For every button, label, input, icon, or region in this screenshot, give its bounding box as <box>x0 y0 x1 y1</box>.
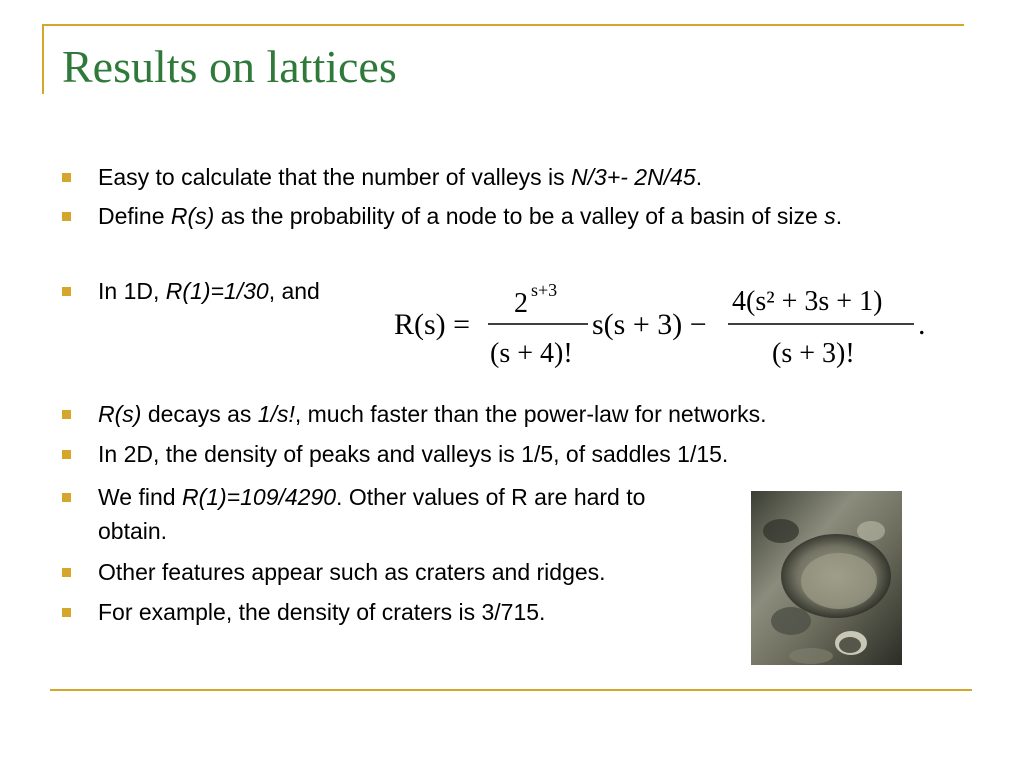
formula-frac2-num: 4(s² + 3s + 1) <box>732 286 883 317</box>
formula-r-of-s <box>392 282 932 372</box>
bullet-math: R(s) <box>98 401 142 427</box>
bullet-text: Other features appear such as craters and ridges. <box>98 559 606 585</box>
bullet-math: N/3+- 2N/45 <box>571 164 696 190</box>
bullet-text: , and <box>268 278 320 304</box>
bullet-text: . Other values of R are hard to obtain. <box>98 484 646 544</box>
bullet-decay <box>98 397 767 431</box>
formula-end: . <box>918 308 926 341</box>
bullet-math: R(1)=1/30 <box>165 278 269 304</box>
bullet-find <box>98 480 718 548</box>
bullet-math: s <box>824 203 836 229</box>
bullet-text: For example, the density of craters is 3/715. <box>98 599 546 625</box>
slide-title: Results on lattices <box>62 41 397 92</box>
bullet-text: as the probability of a node to be a valley of a basin of size <box>214 203 825 229</box>
formula-middle: s(s + 3) − <box>592 308 707 341</box>
formula-frac1-num-base: 2 <box>514 288 528 319</box>
bullet-math: 1/s! <box>257 401 295 427</box>
bullet-valleys <box>98 160 702 194</box>
bullet-craters <box>98 595 545 629</box>
bullet-1d <box>98 274 320 308</box>
bullet-2d <box>98 437 728 471</box>
formula-lhs: R(s) = <box>394 308 471 341</box>
formula-frac1-den: (s + 4)! <box>490 338 573 369</box>
formula-frac1-num-exp: s+3 <box>531 282 558 300</box>
bullet-text: Define <box>98 203 171 229</box>
bullet-text: . <box>835 203 843 229</box>
bullet-define-r <box>98 199 938 233</box>
bullet-text: , much faster than the power-law for networks. <box>294 401 767 427</box>
lunar-crater-photo <box>751 491 902 665</box>
bullet-text: We find <box>98 484 182 510</box>
bullet-text: In 1D, <box>98 278 166 304</box>
bullet-math: R(1)=109/4290 <box>181 484 337 510</box>
bullet-text: . <box>695 164 703 190</box>
bullet-text: In 2D, the density of peaks and valleys is 1/5, of saddles 1/15. <box>98 441 729 467</box>
bullet-math: R(s) <box>170 203 215 229</box>
bullet-text: decays as <box>141 401 258 427</box>
bullet-features <box>98 555 606 589</box>
bullet-text: Easy to calculate that the number of valleys is <box>98 164 572 190</box>
formula-frac2-den: (s + 3)! <box>772 338 855 369</box>
